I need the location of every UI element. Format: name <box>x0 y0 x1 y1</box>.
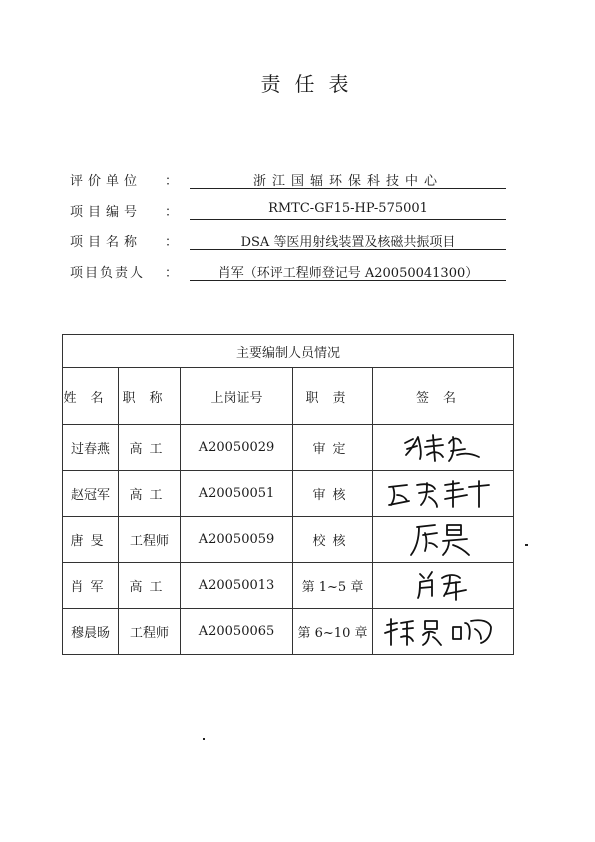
info-value-project-number: RMTC-GF15-HP-575001 <box>190 201 506 220</box>
info-value-project-leader: 肖军（环评工程师登记号 A20050041300） <box>190 262 506 281</box>
scan-speck <box>203 738 205 740</box>
cell-duty: 第 6~10 章 <box>293 609 373 655</box>
table-row <box>63 609 514 655</box>
column-header-name: 姓名 <box>63 368 119 425</box>
cell-duty: 审定 <box>293 425 373 471</box>
cell-title: 高工 <box>119 563 181 609</box>
info-colon: ： <box>165 266 179 281</box>
signature-cell <box>373 471 514 517</box>
table-header-row <box>63 368 514 425</box>
signature-image <box>403 519 483 561</box>
table-caption: 主要编制人员情况 <box>63 335 514 368</box>
info-label: 项目名称 <box>70 235 143 250</box>
cell-name: 唐旻 <box>63 517 119 563</box>
info-value-evaluator: 浙江国辐环保科技中心 <box>190 170 506 189</box>
signature-cell <box>373 563 514 609</box>
cell-name: 赵冠军 <box>63 471 119 517</box>
signature-image <box>383 475 503 513</box>
signature-image <box>393 429 493 467</box>
column-header-cert: 上岗证号 <box>181 368 293 425</box>
cell-cert: A20050051 <box>181 471 293 517</box>
cell-title: 工程师 <box>119 517 181 563</box>
staff-table <box>62 334 514 655</box>
table-row <box>63 471 514 517</box>
info-label: 项目编号 <box>70 205 143 220</box>
info-colon: ： <box>165 235 179 250</box>
cell-title: 高工 <box>119 471 181 517</box>
cell-cert: A20050065 <box>181 609 293 655</box>
table-row <box>63 517 514 563</box>
cell-duty: 校核 <box>293 517 373 563</box>
cell-duty: 审核 <box>293 471 373 517</box>
column-header-duty: 职责 <box>293 368 373 425</box>
signature-cell <box>373 517 514 563</box>
info-label: 项目负责人 <box>70 266 146 281</box>
signature-cell <box>373 609 514 655</box>
page-title: 责任表 <box>260 72 363 96</box>
cell-name: 过春燕 <box>63 425 119 471</box>
info-value-project-name: DSA 等医用射线装置及核磁共振项目 <box>190 231 506 250</box>
table-row <box>63 563 514 609</box>
cell-cert: A20050059 <box>181 517 293 563</box>
cell-name: 肖军 <box>63 563 119 609</box>
signature-image <box>408 568 478 604</box>
cell-title: 工程师 <box>119 609 181 655</box>
cell-title: 高工 <box>119 425 181 471</box>
cell-cert: A20050013 <box>181 563 293 609</box>
info-label: 评价单位 <box>70 174 143 189</box>
column-header-title: 职称 <box>119 368 181 425</box>
info-colon: ： <box>165 205 179 220</box>
table-row <box>63 425 514 471</box>
cell-cert: A20050029 <box>181 425 293 471</box>
signature-cell <box>373 425 514 471</box>
column-header-signature: 签名 <box>373 368 514 425</box>
cell-duty: 第 1~5 章 <box>293 563 373 609</box>
cell-name: 穆晨旸 <box>63 609 119 655</box>
signature-image <box>381 613 505 651</box>
info-colon: ： <box>165 174 179 189</box>
scan-speck <box>525 544 528 546</box>
